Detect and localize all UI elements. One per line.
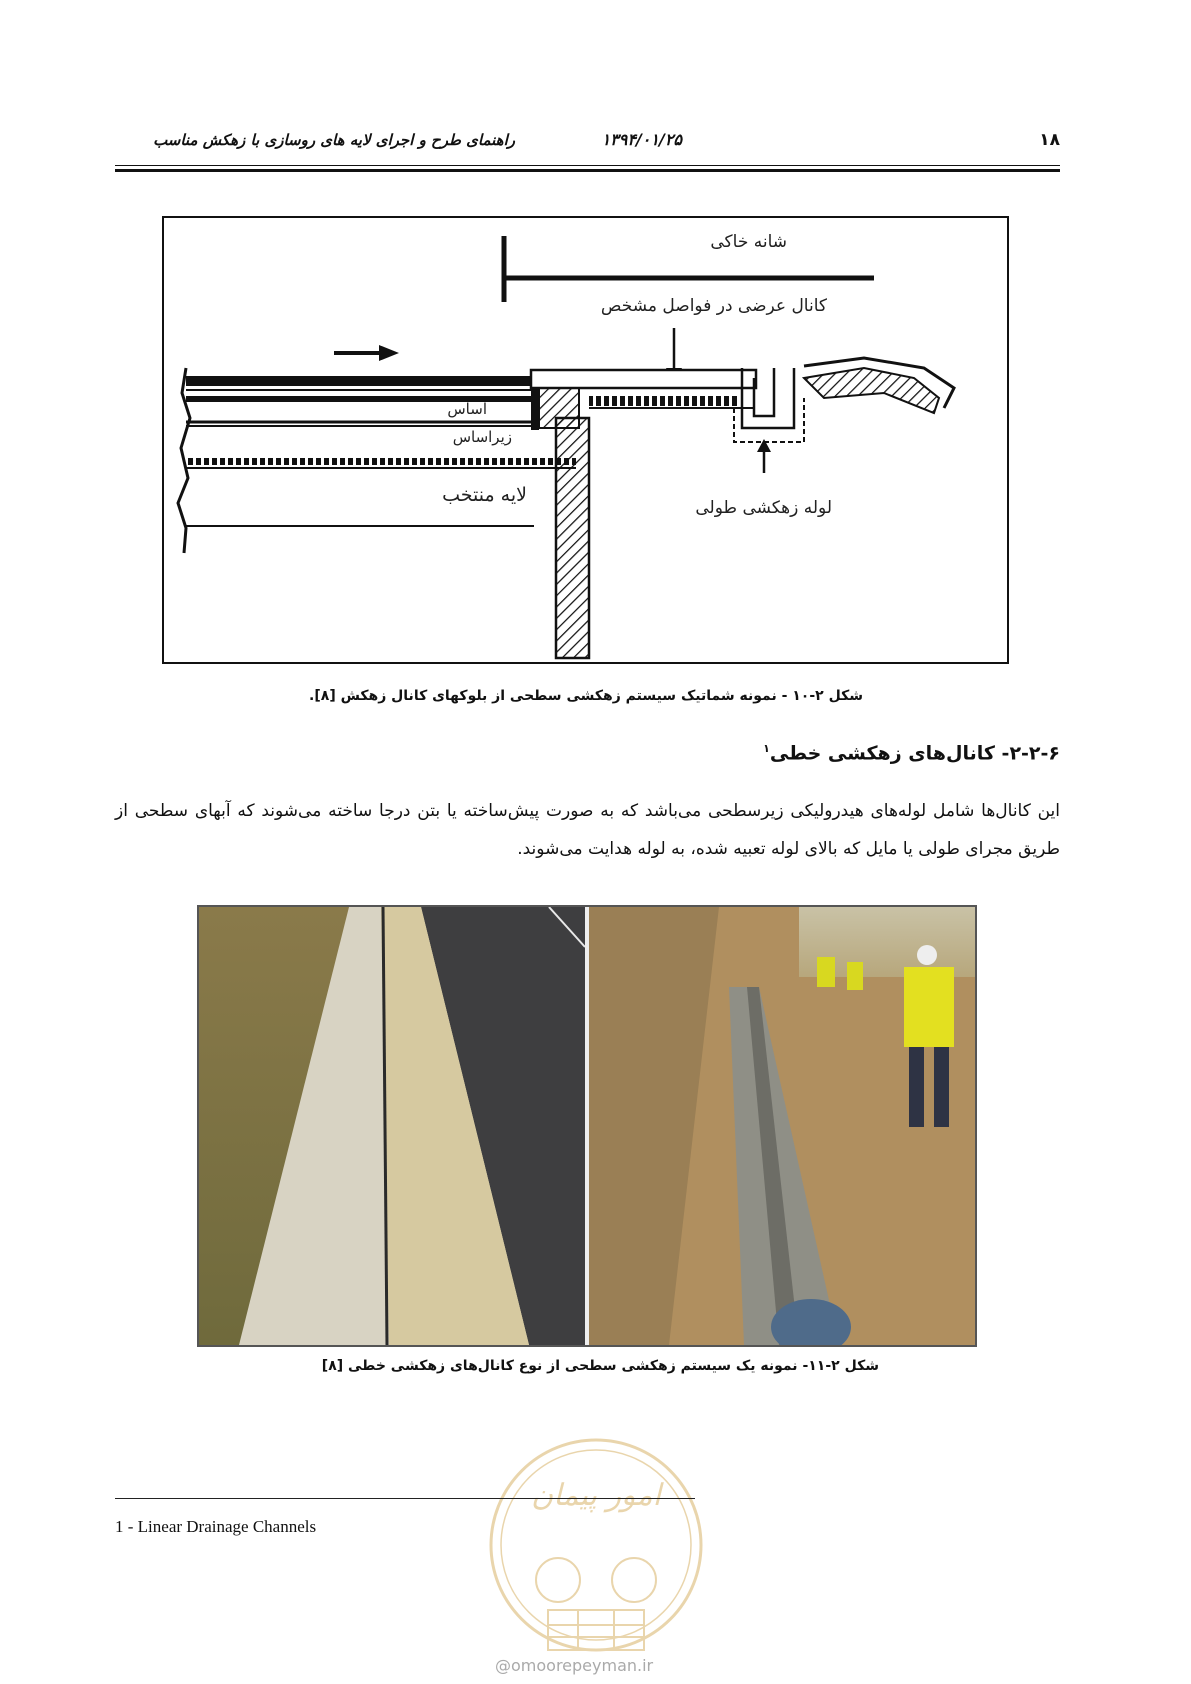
label-subbase: زیراساس (452, 428, 512, 446)
watermark-url: @omoorepeyman.ir (495, 1656, 654, 1675)
footnote-text: 1 - Linear Drainage Channels (115, 1517, 317, 1536)
header-title: راهنمای طرح و اجرای لایه های روسازی با زهکش مناسب (153, 131, 515, 149)
header-date: ۱۳۹۴/۰۱/۲۵ (601, 130, 682, 149)
schematic-drawing (164, 218, 1011, 666)
figure-drainage-photos (197, 905, 977, 1347)
page-header (115, 128, 1060, 164)
label-transverse-channel: کانال عرضی در فواصل مشخص (600, 296, 827, 316)
body-paragraph: این کانال‌ها شامل لوله‌های هیدرولیکی زیرسطحی می‌باشد که به صورت پیش‌ساخته یا بتن درجا ساخته می‌شوند که آبهای سطحی از طریق مجرای طولی یا مایل که بالای لوله تعبیه شده، به لوله هدایت می‌شوند. (115, 801, 1060, 859)
page-number: ۱۸ (1039, 130, 1060, 150)
watermark-logo (478, 1415, 714, 1681)
drainage-photographs (199, 907, 975, 1345)
label-base: اساس (447, 400, 487, 418)
label-longitudinal-pipe: لوله زهکشی طولی (695, 498, 832, 518)
section-heading (763, 742, 1060, 764)
svg-text:امور پیمان: امور پیمان (531, 1478, 661, 1513)
photo-left (199, 907, 585, 1345)
figure-drainage-schematic (162, 216, 1009, 664)
figure-10-caption: شکل ۲-۱۰ - نمونه شماتیک سیستم زهکشی سطحی از بلوکهای کانال زهکش [۸]. (309, 688, 863, 704)
figure-11-caption: شکل ۲-۱۱- نمونه یک سیستم زهکشی سطحی از نوع کانال‌های زهکشی خطی [۸] (321, 1358, 879, 1374)
footnote-reference: ۱ (763, 742, 770, 755)
header-rule-thick (115, 169, 1060, 172)
footnote-rule (115, 1498, 695, 1499)
label-soil-shoulder: شانه خاکی (710, 232, 787, 252)
section-heading-text: ۲-۲-۶- کانال‌های زهکشی خطی (769, 742, 1060, 765)
photo-right (589, 907, 975, 1345)
label-select-layer: لایه منتخب (442, 484, 527, 506)
header-rule (115, 165, 1060, 166)
